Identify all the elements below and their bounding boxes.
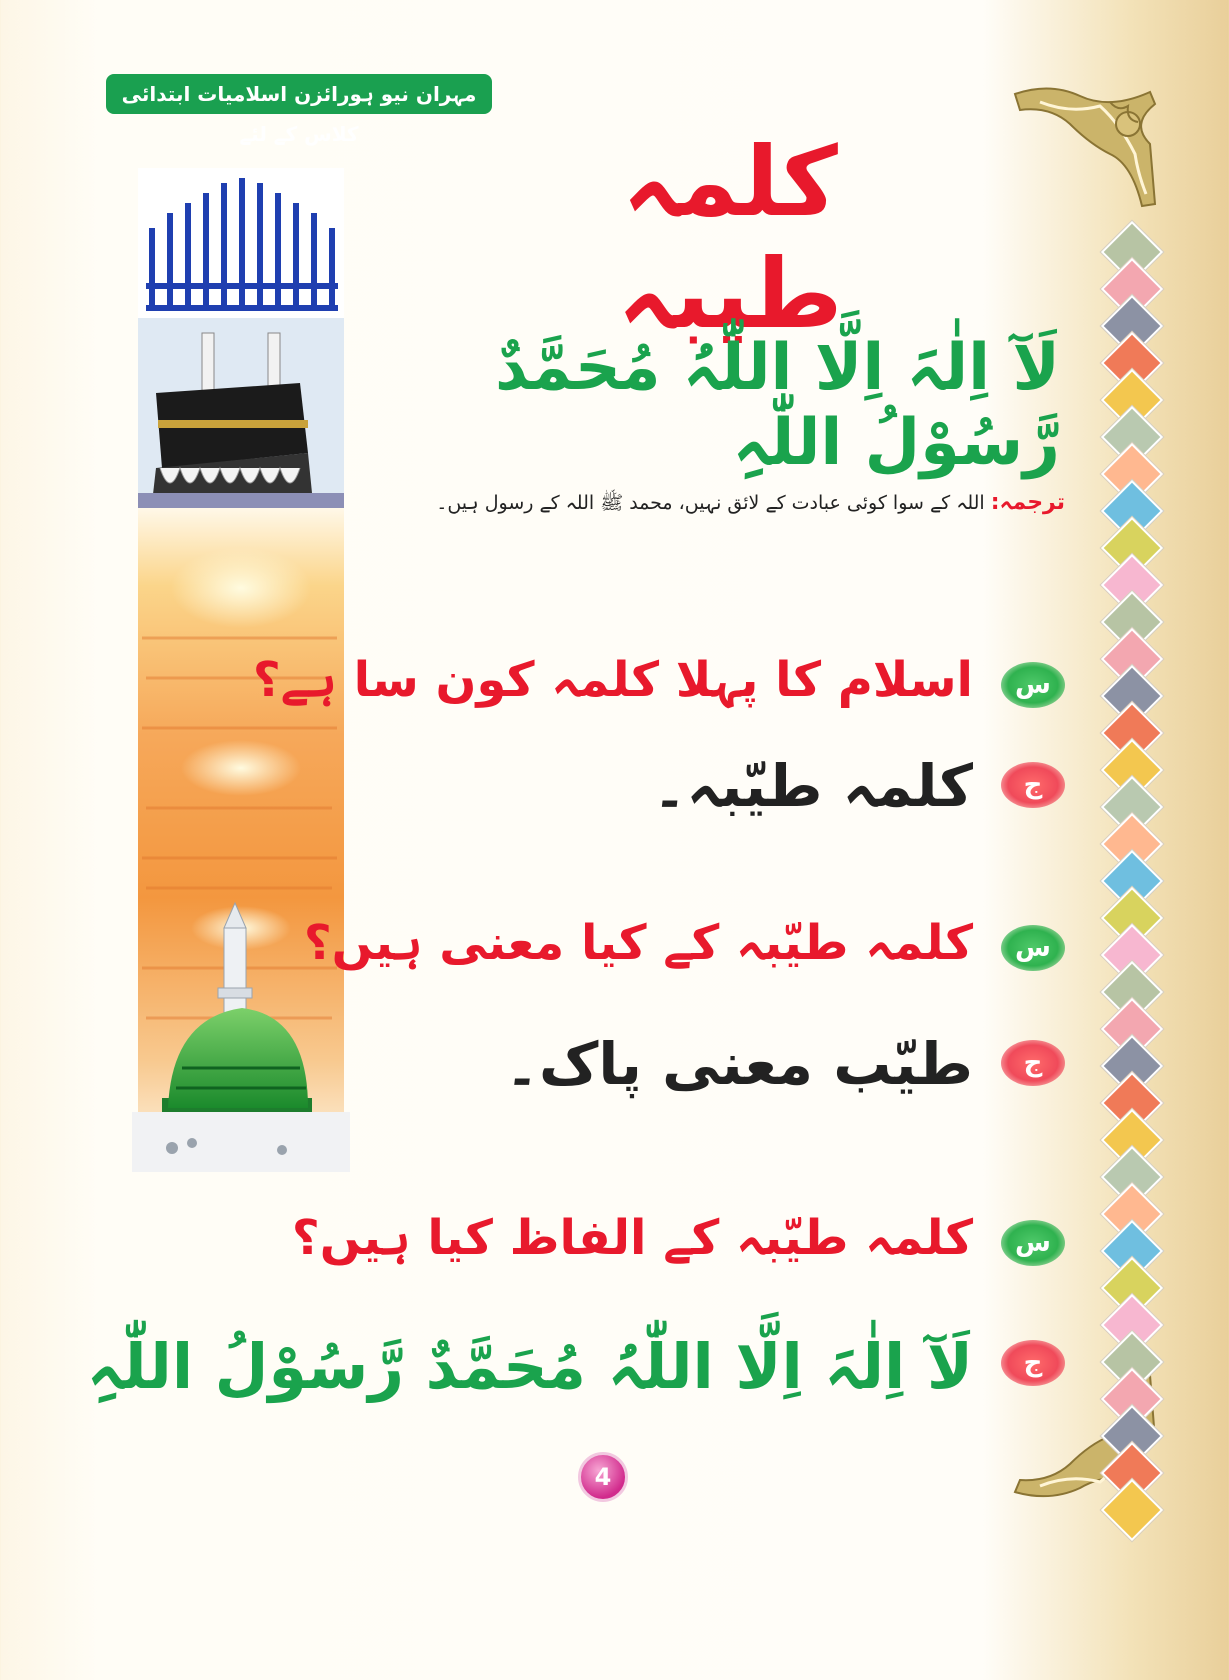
- question-row: [303, 915, 1065, 995]
- answer-row: [86, 1330, 1065, 1410]
- answer-kalima-text: لَآ اِلٰہَ اِلَّا اللّٰہُ مُحَمَّدٌ رَّسُوْلُ اللّٰہِ: [86, 1330, 973, 1403]
- translation-text: اللہ کے سوا کوئی عبادت کے لائق نہیں، محمد ﷺ اللہ کے رسول ہیں۔: [436, 492, 985, 514]
- translation: [360, 490, 1065, 519]
- translation-label: ترجمہ:: [990, 490, 1065, 515]
- kalima-text: لَآ اِلٰہَ اِلَّا اللّٰہُ مُحَمَّدٌ رَّسُوْلُ اللّٰہِ: [494, 331, 1060, 480]
- answer-badge: ج: [1001, 1340, 1065, 1386]
- question-badge: س: [1001, 1220, 1065, 1266]
- kaaba-and-green-dome-illustration: [132, 168, 350, 1278]
- question-badge: س: [1001, 925, 1065, 971]
- question-row: [252, 652, 1065, 732]
- answer-badge: ج: [1001, 1040, 1065, 1086]
- answer-row: [360, 752, 1065, 832]
- question-row: [291, 1210, 1065, 1290]
- answer-badge: ج: [1001, 762, 1065, 808]
- answer-row: [360, 1030, 1065, 1110]
- question-badge: س: [1001, 662, 1065, 708]
- question-text: اسلام کا پہلا کلمہ کون سا ہے؟: [252, 652, 973, 708]
- diamond-border: [1100, 230, 1164, 1680]
- question-text: کلمہ طیّبہ کے کیا معنی ہیں؟: [303, 915, 973, 971]
- page-number-badge: 4: [578, 1452, 628, 1502]
- page-title: کلمہ طیبہ: [617, 126, 843, 350]
- question-text: کلمہ طیّبہ کے الفاظ کیا ہیں؟: [291, 1210, 973, 1266]
- diamond-tile: [1101, 1479, 1163, 1541]
- corner-ornament-top-icon: [1010, 84, 1160, 214]
- answer-text: کلمہ طیّبہ۔: [652, 752, 973, 820]
- answer-text: طیّب معنی پاک۔: [504, 1030, 973, 1098]
- series-tab: مہران نیو ہورائزن اسلامیات ابتدائی کلاس کے لئے: [106, 74, 492, 114]
